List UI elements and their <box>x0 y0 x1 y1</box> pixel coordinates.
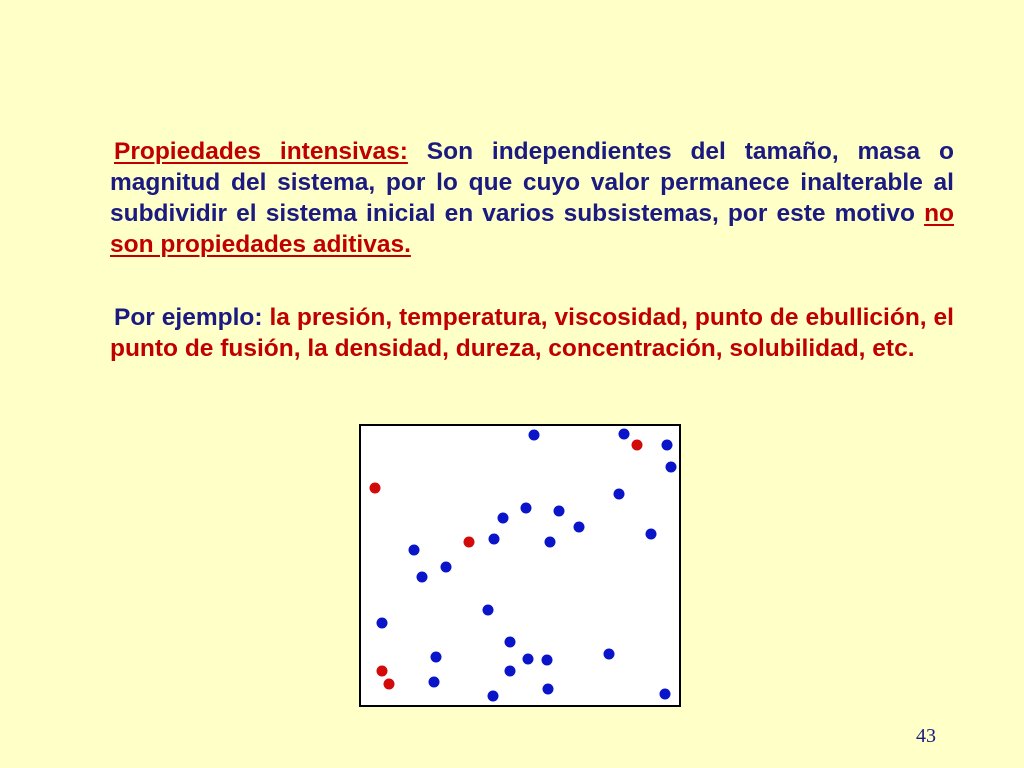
blue-particle <box>604 649 615 660</box>
blue-particle <box>417 572 428 583</box>
blue-particle <box>431 652 442 663</box>
definition-text: Son independientes del tamaño, masa o magnitud del sistema, por lo que cuyo valor permanece inalterable al subdividir el sistema inicial en varios subsistemas, por este motivo <box>110 138 954 227</box>
particle-system-diagram <box>359 424 681 707</box>
slide-number: 43 <box>916 725 936 747</box>
blue-particle <box>619 429 630 440</box>
blue-particle <box>377 618 388 629</box>
blue-particle <box>409 545 420 556</box>
blue-particle <box>489 534 500 545</box>
intensive-properties-paragraph <box>110 136 954 260</box>
blue-particle <box>505 637 516 648</box>
red-particle <box>632 440 643 451</box>
blue-particle <box>545 537 556 548</box>
blue-particle <box>554 506 565 517</box>
blue-particle <box>662 440 673 451</box>
red-particle <box>464 537 475 548</box>
blue-particle <box>614 489 625 500</box>
examples-list: la presión, temperatura, viscosidad, punto de ebullición, el punto de fusión, la densidad, dureza, concentración, solubilidad, etc. <box>110 304 954 362</box>
blue-particle <box>429 677 440 688</box>
examples-paragraph <box>110 302 954 364</box>
blue-particle <box>646 529 657 540</box>
red-particle <box>384 679 395 690</box>
red-particle <box>377 666 388 677</box>
term-heading: Propiedades intensivas: <box>114 138 408 165</box>
blue-particle <box>521 503 532 514</box>
blue-particle <box>505 666 516 677</box>
blue-particle <box>441 562 452 573</box>
conclusion-text: no son propiedades aditivas. <box>110 200 954 258</box>
blue-particle <box>574 522 585 533</box>
red-particle <box>370 483 381 494</box>
blue-particle <box>483 605 494 616</box>
blue-particle <box>498 513 509 524</box>
blue-particle <box>542 655 553 666</box>
blue-particle <box>488 691 499 702</box>
examples-lead: Por ejemplo: <box>114 304 263 331</box>
blue-particle <box>660 689 671 700</box>
blue-particle <box>666 462 677 473</box>
blue-particle <box>523 654 534 665</box>
particles-canvas <box>361 426 679 705</box>
blue-particle <box>529 430 540 441</box>
blue-particle <box>543 684 554 695</box>
